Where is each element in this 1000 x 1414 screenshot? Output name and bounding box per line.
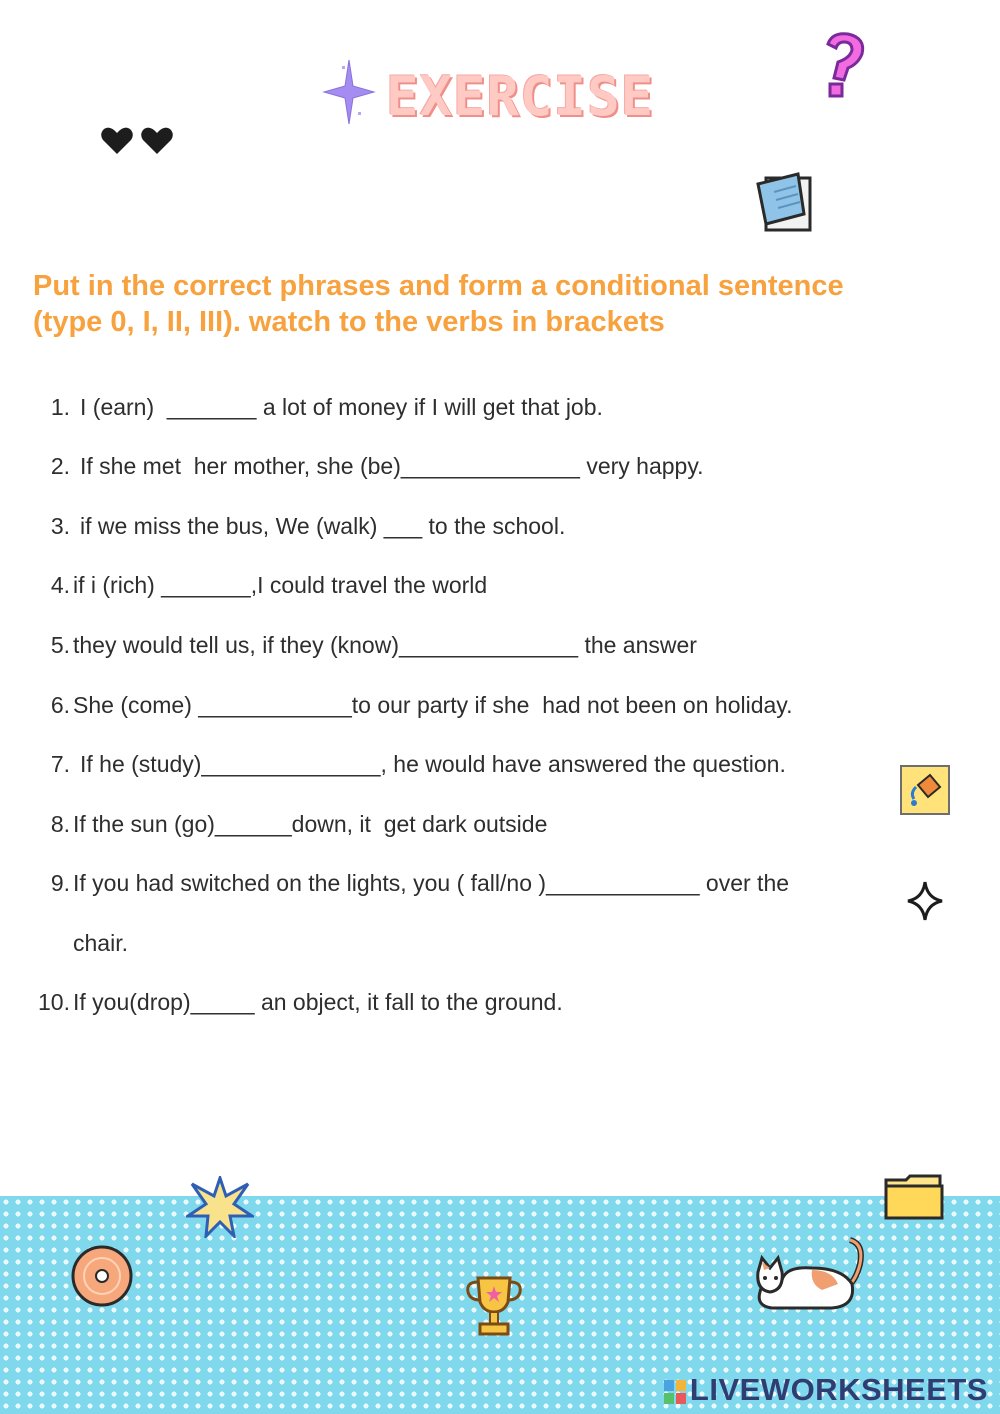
- question-mark-icon: [814, 30, 874, 100]
- paint-bucket-icon: [900, 765, 950, 815]
- item-number: 2.: [50, 453, 70, 479]
- notepad-icon: [752, 170, 816, 234]
- item-text[interactable]: they would tell us, if they (know)______________ the answer: [73, 632, 697, 658]
- item-text[interactable]: If you had switched on the lights, you ( fall/no )____________ over the: [73, 870, 790, 896]
- heart-icon: [100, 126, 134, 156]
- item-text[interactable]: If you(drop)_____ an object, it fall to the ground.: [73, 989, 563, 1015]
- item-text[interactable]: if we miss the bus, We (walk) ___ to the school.: [80, 513, 566, 539]
- instructions: Put in the correct phrases and form a conditional sentence (type 0, I, II, III). watch to the verbs in brackets: [33, 270, 844, 338]
- item-number: 3.: [50, 513, 70, 539]
- item-text[interactable]: She (come) ____________to our party if she had not been on holiday.: [73, 692, 793, 718]
- trophy-icon: [462, 1272, 526, 1338]
- brand-logo[interactable]: [664, 1372, 988, 1408]
- item-number: 7.: [50, 751, 70, 777]
- brand-name: LIVEWORKSHEETS: [689, 1372, 988, 1407]
- item-number: 6.: [50, 692, 70, 718]
- item-text[interactable]: If the sun (go)______down, it get dark outside: [73, 811, 548, 837]
- item-number: 5.: [50, 632, 70, 658]
- folder-icon: [882, 1172, 946, 1222]
- item-number: 9.: [50, 870, 70, 896]
- item-number: 10.: [38, 989, 70, 1015]
- heart-icon: [140, 126, 174, 156]
- item-text[interactable]: I (earn) _______ a lot of money if I will get that job.: [80, 394, 603, 420]
- sparkle-icon: [322, 58, 376, 126]
- disc-icon: [70, 1244, 134, 1308]
- item-text[interactable]: if i (rich) _______,I could travel the world: [73, 572, 488, 598]
- item-text[interactable]: If he (study)______________, he would have answered the question.: [80, 751, 786, 777]
- cat-icon: [752, 1236, 876, 1316]
- item-text[interactable]: If she met her mother, she (be)______________ very happy.: [80, 453, 704, 479]
- starburst-icon: [186, 1176, 254, 1238]
- star-outline-icon: [906, 880, 944, 922]
- item-number: 8.: [50, 811, 70, 837]
- item-number: 1.: [50, 394, 70, 420]
- item-text: chair.: [73, 930, 128, 956]
- item-number: 4.: [50, 572, 70, 598]
- page-title: EXERCISE: [386, 65, 655, 128]
- liveworksheets-logo-icon: [664, 1380, 686, 1404]
